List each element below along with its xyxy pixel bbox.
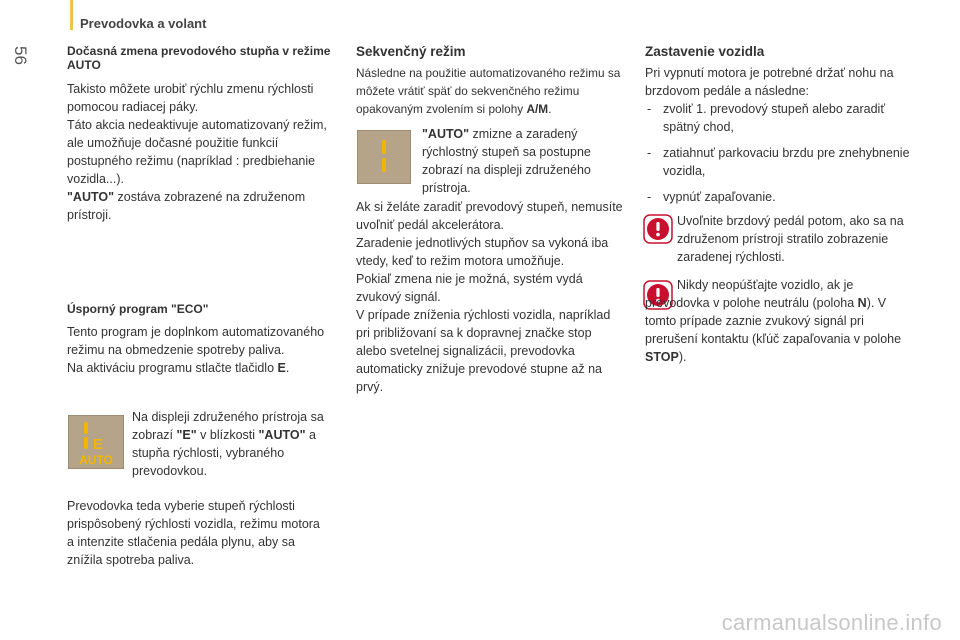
eco-auto-display-icon [68,415,124,469]
eco-icon-e: E [93,436,104,453]
seq-p1-bold: A/M [526,102,549,116]
sequential-heading: Sekvenčný režim [356,44,466,59]
stopping-intro: Pri vypnutí motora je potrebné držať nohu na brzdovom pedále a následne: [645,66,894,98]
list-item: - zatiahnuť parkovaciu brzdu pre znehybnenie vozidla, [645,144,910,180]
eco-auto-glyph [69,416,123,468]
warn2-pre: Nikdy neopúšťajte vozidlo, ak je prevodovka v polohe neutrálu (poloha [645,278,858,310]
temp-shift-paragraph [67,80,342,224]
warning-neutral [645,276,907,366]
eco-note-pre: Na displeji združeného prístroja sa zobrazí [132,410,324,442]
sequential-body: Ak si želáte zaradiť prevodový stupeň, nemusíte uvoľniť pedál akcelerátora. Zaradenie jednotlivých stupňov sa vykoná iba vtedy, keď to režim motora umožňuje. Pokiaľ zmena nie je možná, systém vydá zvukový signál. V prípade zníženia rýchlosti vozidla, napríklad pri približovaní sa k dopravnej značke stop alebo svetelnej signalizácii, prevodovka automaticky znižuje prevodové stupne až na prvý. [356,200,623,394]
sequential-display-note [422,125,617,197]
page-number: 56 [11,46,30,65]
temp-p3-bold: "AUTO" [67,190,115,204]
seq-note-rest: zmizne a zaradený rýchlostný stupeň sa postupne zobrazí na displeji združeného prístroja. [422,127,591,195]
seq-p1-post: . [548,102,552,116]
eco-p2-bold: E [277,361,286,375]
stopping-heading: Zastavenie vozidla [645,44,765,59]
eco-display-note [132,408,332,480]
warn2-mid: ). V tomto prípade zaznie zvukový signál pri prerušení kontaktu (kľúč zapaľovania v polohe [645,296,902,346]
list-item: - zvoliť 1. prevodový stupeň alebo zaradiť spätný chod, [645,100,910,136]
stopping-steps-list [645,100,910,214]
temp-p1: Takisto môžete urobiť rýchlu zmenu rýchlosti pomocou radiacej páky. [67,82,314,114]
sequential-intro [356,64,624,118]
eco-heading: Úsporný program "ECO" [67,302,209,316]
warn2-post: ). [678,350,687,364]
eco-paragraph [67,323,337,377]
eco-icon-auto: AUTO [79,453,113,467]
temp-shift-heading: Dočasná zmena prevodového stupňa v režime AUTO [67,44,331,72]
eco-p2-pre: Na aktiváciu programu stlačte tlačidlo [67,361,278,375]
eco-p1: Tento program je doplnkom automatizovaného režimu na obmedzenie spotreby paliva. [67,325,325,357]
eco-note-b1: "E" [176,428,197,442]
temp-p3-rest: zostáva zobrazené na združenom prístroji. [67,190,306,222]
seq-note-bold: "AUTO" [422,127,470,141]
watermark: carmanualsonline.info [721,610,942,635]
eco-p2-post: . [285,361,290,375]
eco-final-paragraph: Prevodovka teda vyberie stupeň rýchlosti prispôsobený rýchlosti vozidla, režimu motora a intenzite stlačenia pedála plynu, aby sa znížila spotreba paliva. [67,499,320,567]
gear-indicator-glyph [358,131,410,183]
eco-note-b2: "AUTO" [258,428,306,442]
seq-p1-pre: Následne na použitie automatizovaného režimu sa môžete vrátiť späť do sekvenčného režimu opakovaným zvolením si polohy [356,66,621,116]
temp-p2: Táto akcia nedeaktivuje automatizovaný režim, ale umožňuje dočasné použitie funkcií postupného režimu (napríklad : predbiehanie vozidla...). [67,118,327,186]
warning-icon [643,214,673,244]
list-item: - vypnúť zapaľovanie. [645,188,910,206]
warning-brake-release: Uvoľnite brzdový pedál potom, ako sa na združenom prístroji stratilo zobrazenie zaradenej rýchlosti. [677,214,904,264]
warn2-b1: N [857,296,867,310]
warn2-b2: STOP [645,350,679,364]
header-accent-bar [70,0,73,30]
gear-display-icon [357,130,411,184]
section-title: Prevodovka a volant [80,16,207,31]
eco-note-post: a stupňa rýchlosti, vybraného prevodovkou. [132,428,316,478]
eco-note-mid: v blízkosti [196,428,259,442]
